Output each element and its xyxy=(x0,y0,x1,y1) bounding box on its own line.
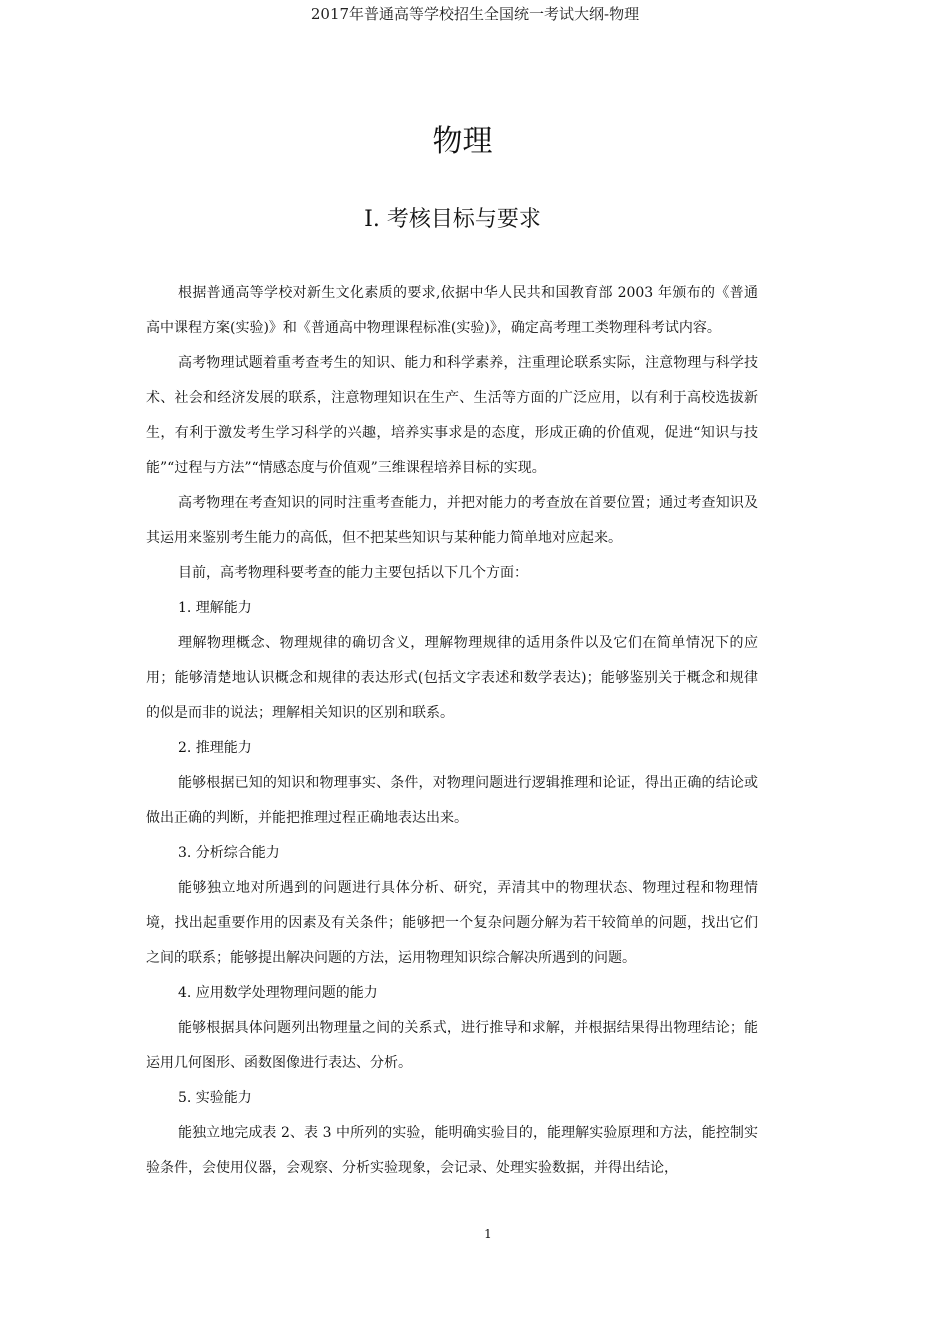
intro-paragraph: 根据普通高等学校对新生文化素质的要求,依据中华人民共和国教育部 2003 年颁布的《普通高中课程方案(实验)》和《普通高中物理课程标准(实验)》，确定高考理工类物理科考试内容。 xyxy=(146,285,758,336)
ability-description: 能独立地完成表 2、表 3 中所列的实验，能明确实验目的，能理解实验原理和方法，能控制实验条件，会使用仪器，会观察、分析实验现象，会记录、处理实验数据，并得出结论， xyxy=(146,1125,758,1176)
ability-heading: 3. 分析综合能力 xyxy=(178,845,280,861)
ability-heading: 2. 推理能力 xyxy=(178,740,252,756)
ability-description: 能够根据具体问题列出物理量之间的关系式，进行推导和求解，并根据结果得出物理结论；能运用几何图形、函数图像进行表达、分析。 xyxy=(146,1020,758,1071)
section-heading: I. 考核目标与要求 xyxy=(364,207,541,232)
ability-heading: 4. 应用数学处理物理问题的能力 xyxy=(178,985,378,1001)
page-number: 1 xyxy=(484,1227,492,1241)
ability-description: 理解物理概念、物理规律的确切含义，理解物理规律的适用条件以及它们在简单情况下的应用；能够清楚地认识概念和规律的表达形式(包括文字表述和数学表达)；能够鉴别关于概念和规律的似是而非的说法；理解相关知识的区别和联系。 xyxy=(146,635,758,721)
page-title: 物理 xyxy=(432,124,493,159)
document-body xyxy=(146,276,758,1186)
intro-paragraph: 高考物理试题着重考查考生的知识、能力和科学素养，注重理论联系实际，注意物理与科学技术、社会和经济发展的联系，注意物理知识在生产、生活等方面的广泛应用，以有利于高校选拔新生，有利于激发考生学习科学的兴趣，培养实事求是的态度，形成正确的价值观，促进“知识与技能”“过程与方法”“情感态度与价值观”三维课程培养目标的实现。 xyxy=(146,355,758,476)
ability-heading: 1. 理解能力 xyxy=(178,600,252,616)
intro-paragraph: 高考物理在考查知识的同时注重考查能力，并把对能力的考查放在首要位置；通过考查知识及其运用来鉴别考生能力的高低，但不把某些知识与某种能力简单地对应起来。 xyxy=(146,495,758,546)
ability-description: 能够根据已知的知识和物理事实、条件，对物理问题进行逻辑推理和论证，得出正确的结论或做出正确的判断，并能把推理过程正确地表达出来。 xyxy=(146,775,758,826)
running-header: 2017年普通高等学校招生全国统一考试大纲-物理 xyxy=(310,5,640,23)
ability-description: 能够独立地对所遇到的问题进行具体分析、研究，弄清其中的物理状态、物理过程和物理情境，找出起重要作用的因素及有关条件；能够把一个复杂问题分解为若干较简单的问题，找出它们之间的联系；能够提出解决问题的方法，运用物理知识综合解决所遇到的问题。 xyxy=(146,880,758,966)
ability-heading: 5. 实验能力 xyxy=(178,1090,252,1106)
intro-paragraph: 目前，高考物理科要考查的能力主要包括以下几个方面： xyxy=(178,565,528,581)
